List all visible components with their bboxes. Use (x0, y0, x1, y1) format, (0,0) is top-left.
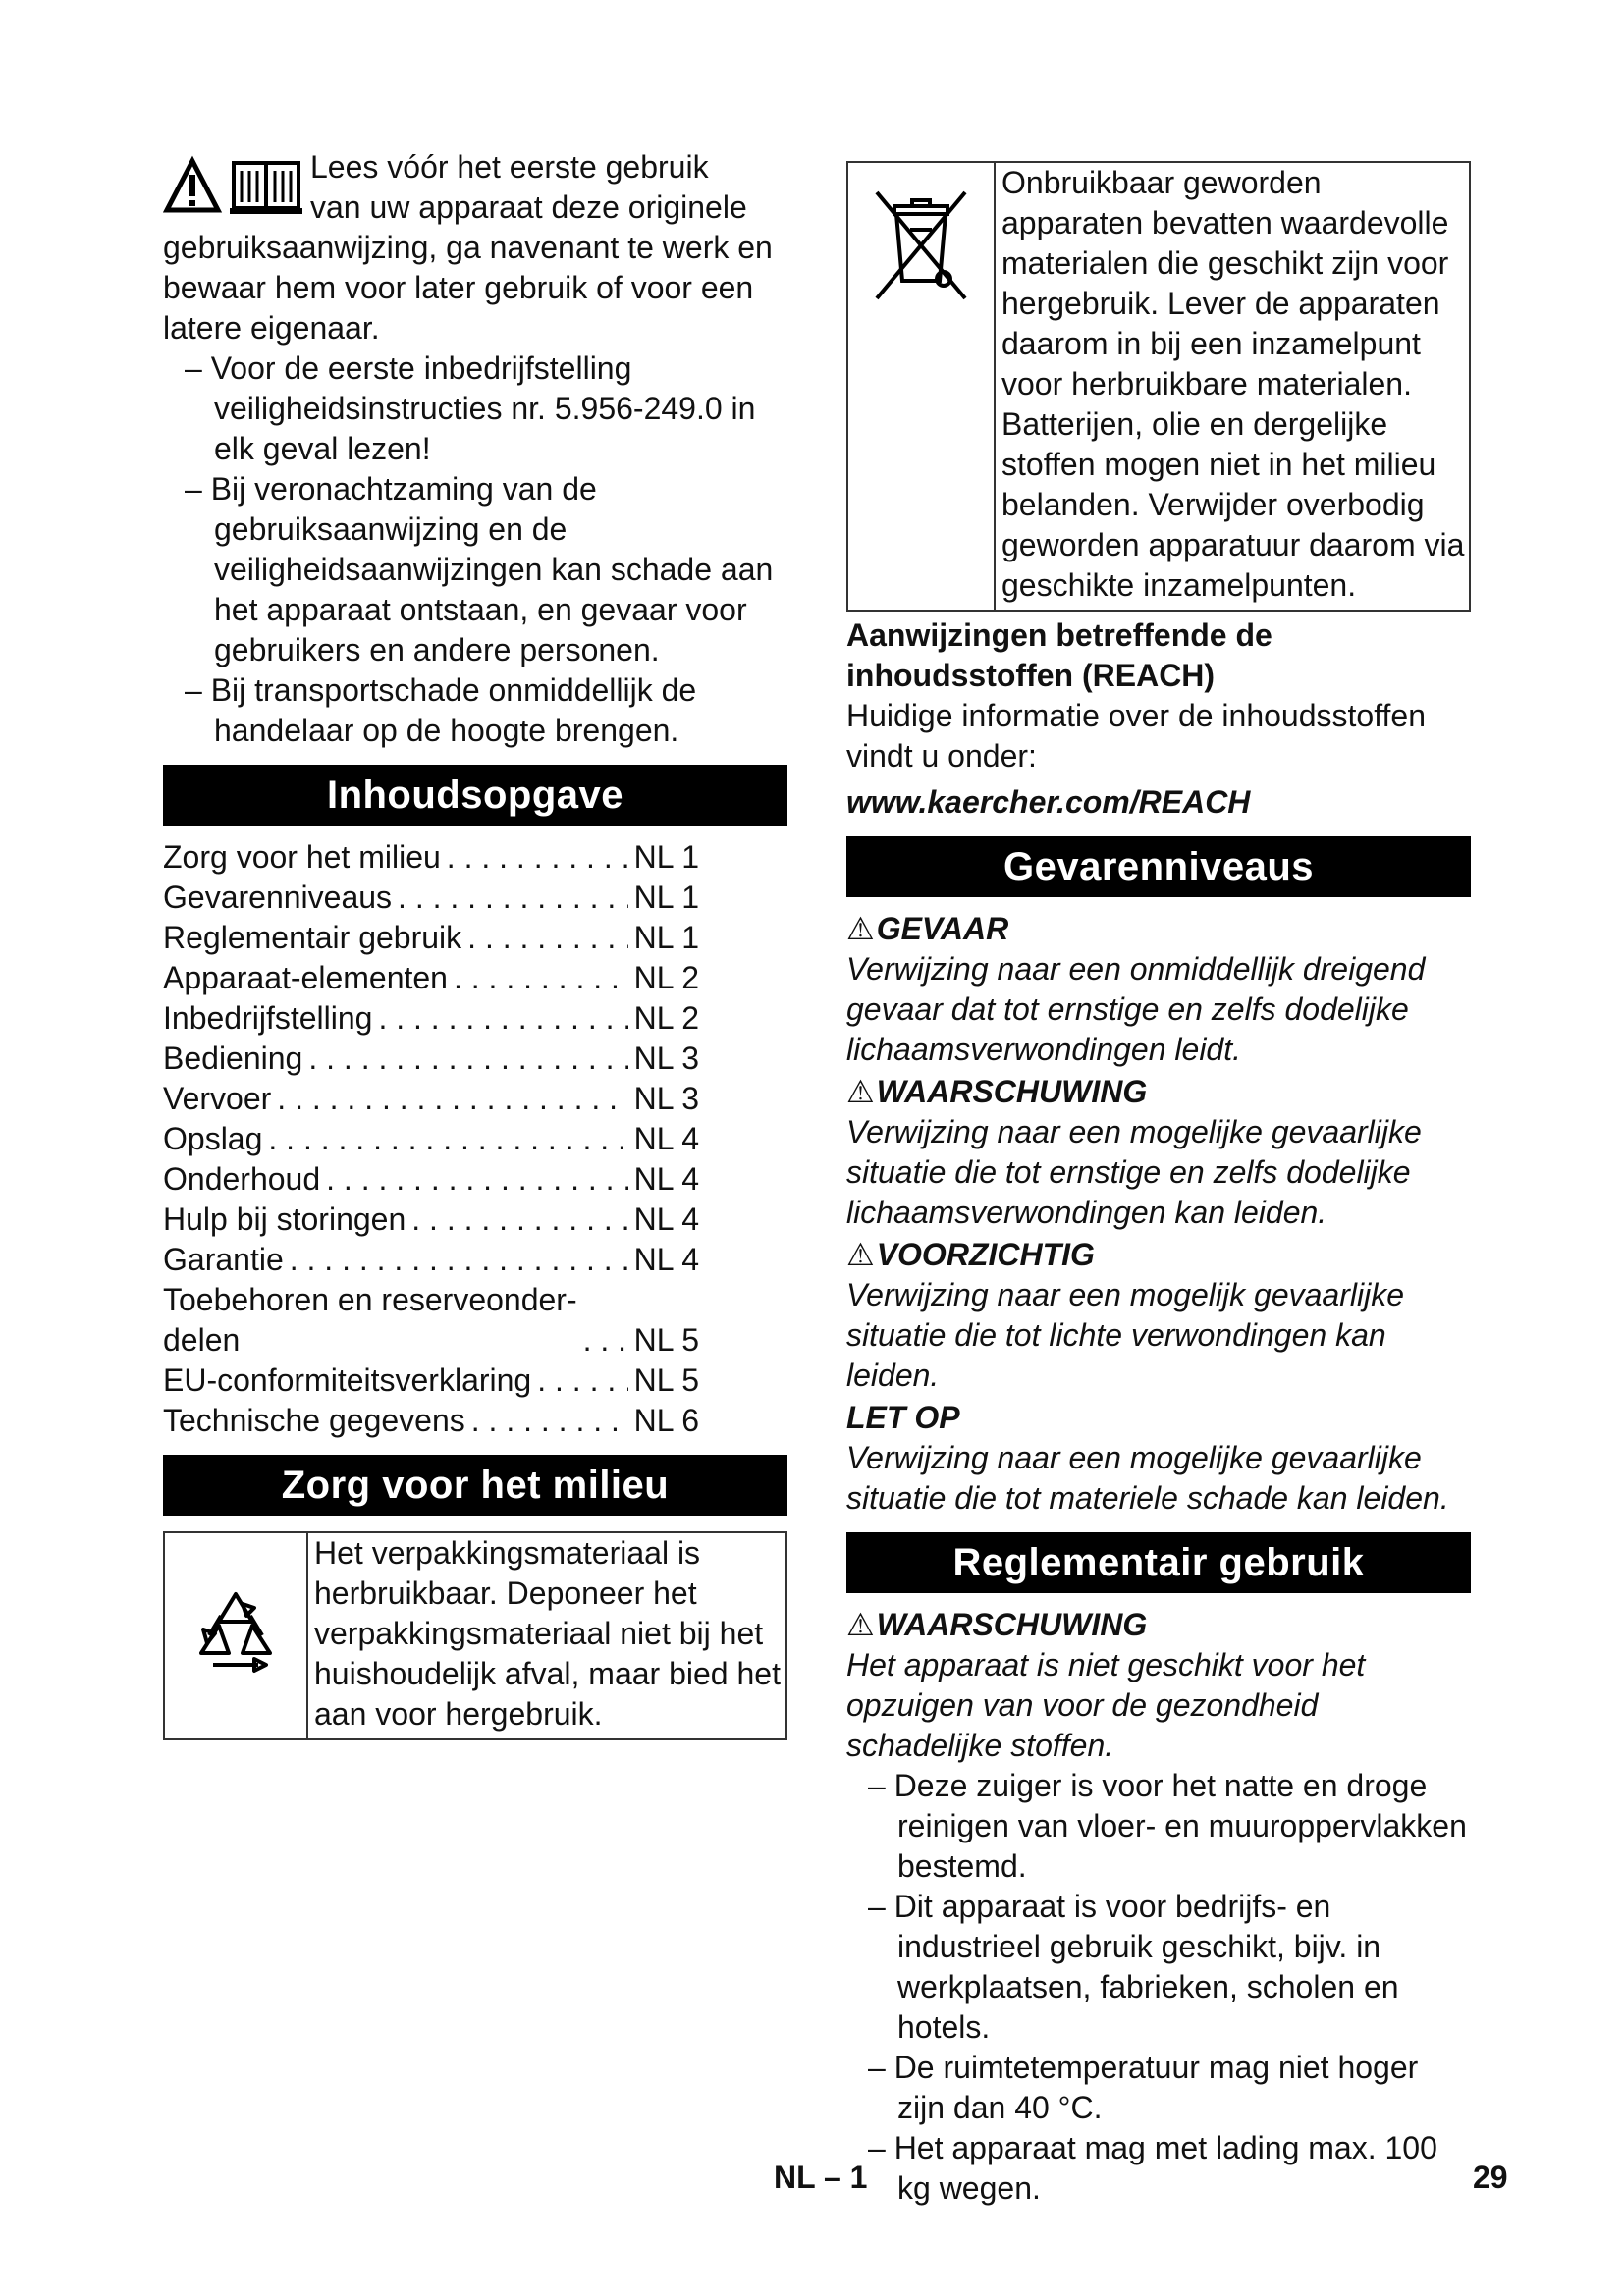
hazard-level-warning (846, 1072, 1471, 1112)
toc-entry-title: Hulp bij storingen (163, 1201, 406, 1237)
toc-entry-title: Apparaat-elementen (163, 960, 448, 995)
hazard-text: Verwijzing naar een mogelijke gevaarlijke situatie die tot ernstige en zelfs dodelijke lichaamsverwondingen kan leiden. (846, 1114, 1422, 1230)
hazard-label: VOORZICHTIG (876, 1237, 1095, 1272)
toc-entry-page: NL 5 (633, 1362, 699, 1398)
toc-entry-page: NL 1 (633, 839, 699, 875)
toc-entry-page: NL 4 (633, 1121, 699, 1156)
warning-triangle-icon: ⚠ (846, 1607, 875, 1642)
intended-use-warning (846, 1605, 1471, 1645)
hazard-text: Verwijzing naar een onmiddellijk dreigend gevaar dat tot ernstige en zelfs dodelijke lichaamsverwondingen leidt. (846, 951, 1426, 1067)
intro-icons (163, 153, 310, 222)
toc-entry[interactable] (163, 1039, 699, 1079)
intended-use-heading: Reglementair gebruik (846, 1532, 1471, 1593)
list-item: – Het apparaat mag met lading max. 100 kg wegen. (846, 2128, 1471, 2209)
toc-entry-page: NL 4 (633, 1161, 699, 1197)
hazard-levels-heading: Gevarenniveaus (846, 836, 1471, 897)
intended-use-list (846, 1766, 1471, 2209)
warning-triangle-icon: ⚠ (846, 1237, 875, 1272)
toc-leader (308, 1039, 627, 1079)
toc-entry-page: NL 5 (633, 1322, 699, 1358)
crossed-out-bin-icon (867, 183, 975, 320)
warning-triangle-icon: ⚠ (846, 911, 875, 946)
page-number: 29 (1473, 2160, 1508, 2195)
intro-block (163, 147, 787, 751)
toc-leader (471, 1401, 628, 1441)
toc-entry-title: EU-conformiteitsverklaring (163, 1362, 532, 1398)
hazard-label: LET OP (846, 1400, 960, 1435)
intro-second-line: van uw apparaat deze originele (310, 189, 747, 225)
hazard-text: Verwijzing naar een mogelijk gevaarlijke situatie die tot lichte verwondingen kan leiden. (846, 1277, 1404, 1393)
toc-leader (583, 1320, 628, 1361)
list-item: – Bij veronachtzaming van de gebruiksaanwijzing en de veiligheidsaanwijzingen kan schade aan het apparaat ontstaan, en gevaar voor gebruikers en andere personen. (163, 469, 787, 670)
toc-entry[interactable] (163, 1401, 699, 1441)
hazard-level-notice (846, 1398, 1471, 1438)
intended-use-warning-text: Het apparaat is niet geschikt voor het opzuigen van voor de gezondheid schadelijke stoffen. (846, 1647, 1366, 1763)
disposal-box (846, 161, 1471, 612)
toc-leader (447, 837, 628, 878)
toc-leader (398, 878, 628, 918)
recycle-icon-cell (165, 1533, 308, 1738)
toc-entry-title: Vervoer (163, 1081, 272, 1116)
toc-entry[interactable] (163, 998, 699, 1039)
recycle-icon (182, 1582, 290, 1690)
list-item: – Deze zuiger is voor het natte en droge reinigen van vloer- en muuroppervlakken bestemd. (846, 1766, 1471, 1887)
toc-entry[interactable] (163, 1159, 699, 1200)
disposal-icon-cell (848, 163, 996, 610)
toc-leader (326, 1159, 627, 1200)
toc-entry[interactable] (163, 918, 699, 958)
hazard-label: WAARSCHUWING (876, 1074, 1148, 1109)
table-of-contents (163, 837, 699, 1441)
toc-entry[interactable] (163, 1119, 699, 1159)
list-item: – Voor de eerste inbedrijfstelling veiligheidsinstructies nr. 5.956-249.0 in elk geval lezen! (163, 348, 787, 469)
hazard-level-caution (846, 1235, 1471, 1275)
toc-entry-title: Zorg voor het milieu (163, 839, 441, 875)
recycle-text: Het verpakkingsmateriaal is herbruikbaar. Deponeer het verpakkingsmateriaal niet bij het huishoudelijk afval, maar bied het aan voor hergebruik. (314, 1535, 781, 1732)
reach-text: Huidige informatie over de inhoudsstoffen vindt u onder: (846, 698, 1426, 774)
toc-entry-page: NL 3 (633, 1081, 699, 1116)
hazard-label: WAARSCHUWING (876, 1607, 1148, 1642)
toc-entry[interactable] (163, 1079, 699, 1119)
reach-heading: Aanwijzingen betreffende de inhoudsstoffen (REACH) (846, 617, 1272, 693)
toc-leader (467, 918, 627, 958)
toc-heading: Inhoudsopgave (163, 765, 787, 826)
intro-text: gebruiksaanwijzing, ga navenant te werk en bewaar hem voor later gebruik of voor een latere eigenaar. (163, 230, 773, 346)
toc-leader (454, 958, 628, 998)
toc-entry-page: NL 4 (633, 1201, 699, 1237)
toc-entry-page: NL 2 (633, 960, 699, 995)
toc-leader (277, 1079, 627, 1119)
toc-leader (537, 1361, 627, 1401)
warning-triangle-icon: ⚠ (846, 1074, 875, 1109)
list-item: – Bij transportschade onmiddellijk de handelaar op de hoogte brengen. (163, 670, 787, 751)
toc-entry-title: Garantie (163, 1242, 284, 1277)
right-column (846, 161, 1471, 2209)
toc-entry-page: NL 1 (633, 880, 699, 915)
toc-leader (378, 998, 627, 1039)
hazard-text: Verwijzing naar een mogelijke gevaarlijke situatie die tot materiele schade kan leiden. (846, 1440, 1449, 1516)
warning-triangle-icon (163, 153, 310, 222)
toc-entry-title: Gevarenniveaus (163, 880, 393, 915)
toc-entry[interactable] (163, 1200, 699, 1240)
toc-entry-title: Toebehoren en reserveonder- delen (163, 1282, 577, 1358)
toc-entry[interactable] (163, 1361, 699, 1401)
disposal-text: Onbruikbaar geworden apparaten bevatten waardevolle materialen die geschikt zijn voor hergebruik. Lever de apparaten daarom in bij een inzamelpunt voor herbruikbare materialen. Batterijen, olie en dergelijke stoffen mogen niet in het milieu belanden. Verwijder overbodig geworden apparatuur daarom via geschikte inzamelpunten. (1001, 165, 1465, 603)
hazard-label: GEVAAR (876, 911, 1009, 946)
toc-entry[interactable] (163, 1240, 699, 1280)
section-page-label: NL – 1 (774, 2160, 868, 2195)
toc-entry-page: NL 1 (633, 920, 699, 955)
toc-entry-title: Bediening (163, 1041, 303, 1076)
environment-heading: Zorg voor het milieu (163, 1455, 787, 1516)
toc-entry[interactable] (163, 878, 699, 918)
toc-entry-title: Onderhoud (163, 1161, 321, 1197)
toc-entry[interactable] (163, 1280, 699, 1361)
toc-entry-page: NL 3 (633, 1041, 699, 1076)
toc-entry-title: Opslag (163, 1121, 263, 1156)
list-item: – De ruimtetemperatuur mag niet hoger zijn dan 40 °C. (846, 2048, 1471, 2128)
toc-entry[interactable] (163, 958, 699, 998)
toc-entry-title: Inbedrijfstelling (163, 1000, 373, 1036)
toc-entry-title: Reglementair gebruik (163, 920, 462, 955)
toc-leader (268, 1119, 627, 1159)
list-item: – Dit apparaat is voor bedrijfs- en industrieel gebruik geschikt, bijv. in werkplaatsen, fabrieken, scholen en hotels. (846, 1887, 1471, 2048)
left-column (163, 147, 787, 1740)
open-book-icon (230, 163, 302, 214)
toc-entry-page: NL 4 (633, 1242, 699, 1277)
toc-entry[interactable] (163, 837, 699, 878)
toc-leader (290, 1240, 628, 1280)
intro-list (163, 348, 787, 751)
toc-entry-title: Technische gegevens (163, 1403, 465, 1438)
recycle-box (163, 1531, 787, 1740)
reach-link[interactable]: www.kaercher.com/REACH (846, 784, 1251, 820)
toc-entry-page: NL 2 (633, 1000, 699, 1036)
toc-leader (411, 1200, 627, 1240)
toc-entry-page: NL 6 (633, 1403, 699, 1438)
intro-first-line: Lees vóór het eerste gebruik (310, 149, 709, 185)
hazard-level-danger (846, 909, 1471, 949)
